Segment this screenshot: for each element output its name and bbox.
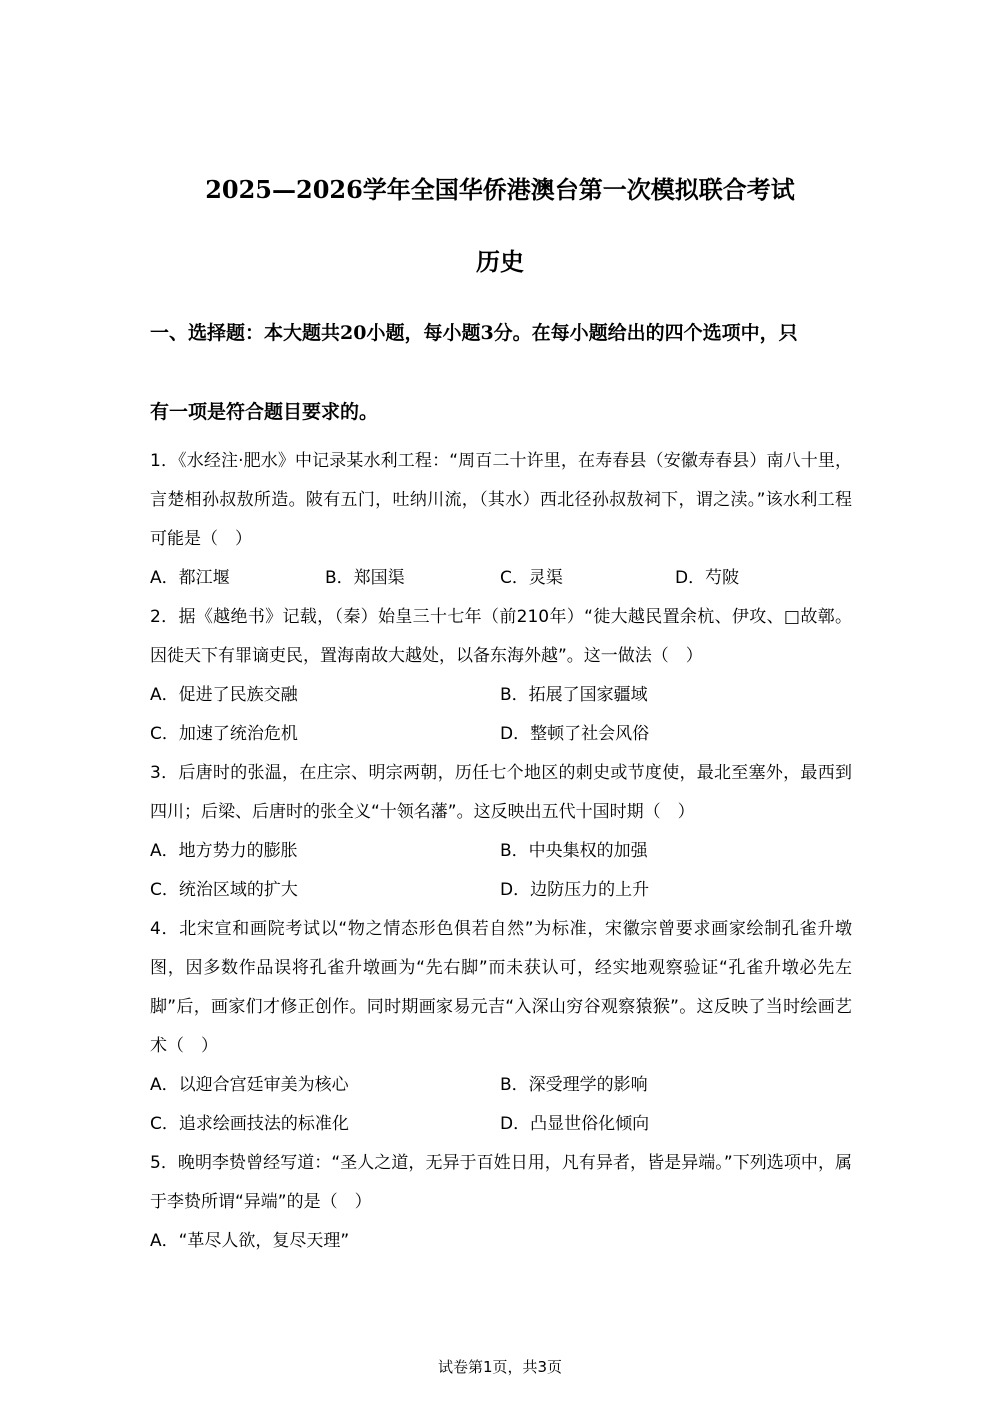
question-2-stem: 2．据《越绝书》记载，（秦）始皇三十七年（前210年）“徙大越民置余杭、伊攻、□故鄣。因徙天下有罪谪吏民，置海南故大越处，以备东海外越”。这一做法（ ） <box>150 607 852 666</box>
question-5-option-a: A．“革尽人欲，复尽天理” <box>150 1231 350 1251</box>
question-3-options-row-1 <box>150 832 850 871</box>
question-3-option-b: B．中央集权的加强 <box>500 841 648 861</box>
question-1-stem: 1．《水经注·肥水》中记录某水利工程：“周百二十许里，在寿春县（安徽寿春县）南八十里，言楚相孙叔敖所造。陂有五门，吐纳川流，（其水）西北径孙叔敖祠下，谓之渎。”该水利工程可能是（ ） <box>150 451 852 549</box>
question-2-options-row-2 <box>150 715 850 754</box>
question-5-options-row-1 <box>150 1222 850 1261</box>
question-1-option-b: B．郑国渠 <box>325 568 405 588</box>
question-4-option-b: B．深受理学的影响 <box>500 1075 648 1095</box>
question-2-option-b: B．拓展了国家疆域 <box>500 685 648 705</box>
question-2-option-a: A．促进了民族交融 <box>150 685 298 705</box>
section-heading-line-1: 一、选择题：本大题共20小题，每小题3分。在每小题给出的四个选项中，只 <box>150 322 798 344</box>
question-4-option-c: C．追求绘画技法的标准化 <box>150 1114 349 1134</box>
page-footer: 试卷第1页，共3页 <box>437 1358 563 1376</box>
exam-title: 2025—2026学年全国华侨港澳台第一次模拟联合考试 <box>205 175 795 204</box>
section-heading-line-2: 有一项是符合题目要求的。 <box>150 401 379 423</box>
question-3-option-c: C．统治区域的扩大 <box>150 880 298 900</box>
question-2-options-row-1 <box>150 676 850 715</box>
question-4-options-row-1 <box>150 1066 850 1105</box>
question-4-options-row-2 <box>150 1105 850 1144</box>
question-3-options-row-2 <box>150 871 850 910</box>
question-2-option-d: D．整顿了社会风俗 <box>500 724 650 744</box>
exam-subject: 历史 <box>476 247 524 276</box>
question-1-option-c: C．灵渠 <box>500 568 563 588</box>
question-1-options <box>150 559 850 598</box>
question-4-option-d: D．凸显世俗化倾向 <box>500 1114 650 1134</box>
question-3-option-a: A．地方势力的膨胀 <box>150 841 298 861</box>
question-1-option-d: D．芍陂 <box>675 568 740 588</box>
question-2-option-c: C．加速了统治危机 <box>150 724 298 744</box>
question-1-option-a: A．都江堰 <box>150 568 230 588</box>
question-4-stem: 4．北宋宣和画院考试以“物之情态形色俱若自然”为标准，宋徽宗曾要求画家绘制孔雀升墩图，因多数作品误将孔雀升墩画为“先右脚”而未获认可，经实地观察验证“孔雀升墩必先左脚”后，画家们才修正创作。同时期画家易元吉“入深山穷谷观察猿猴”。这反映了当时绘画艺术（ ） <box>150 919 852 1056</box>
question-3-option-d: D．边防压力的上升 <box>500 880 650 900</box>
question-4-option-a: A．以迎合宫廷审美为核心 <box>150 1075 349 1095</box>
question-3-stem: 3．后唐时的张温，在庄宗、明宗两朝，历任七个地区的刺史或节度使，最北至塞外，最西到四川；后梁、后唐时的张全义“十领名藩”。这反映出五代十国时期（ ） <box>150 763 852 822</box>
question-5-stem: 5．晚明李贽曾经写道：“圣人之道，无异于百姓日用，凡有异者，皆是异端。”下列选项中，属于李贽所谓“异端”的是（ ） <box>150 1153 852 1212</box>
